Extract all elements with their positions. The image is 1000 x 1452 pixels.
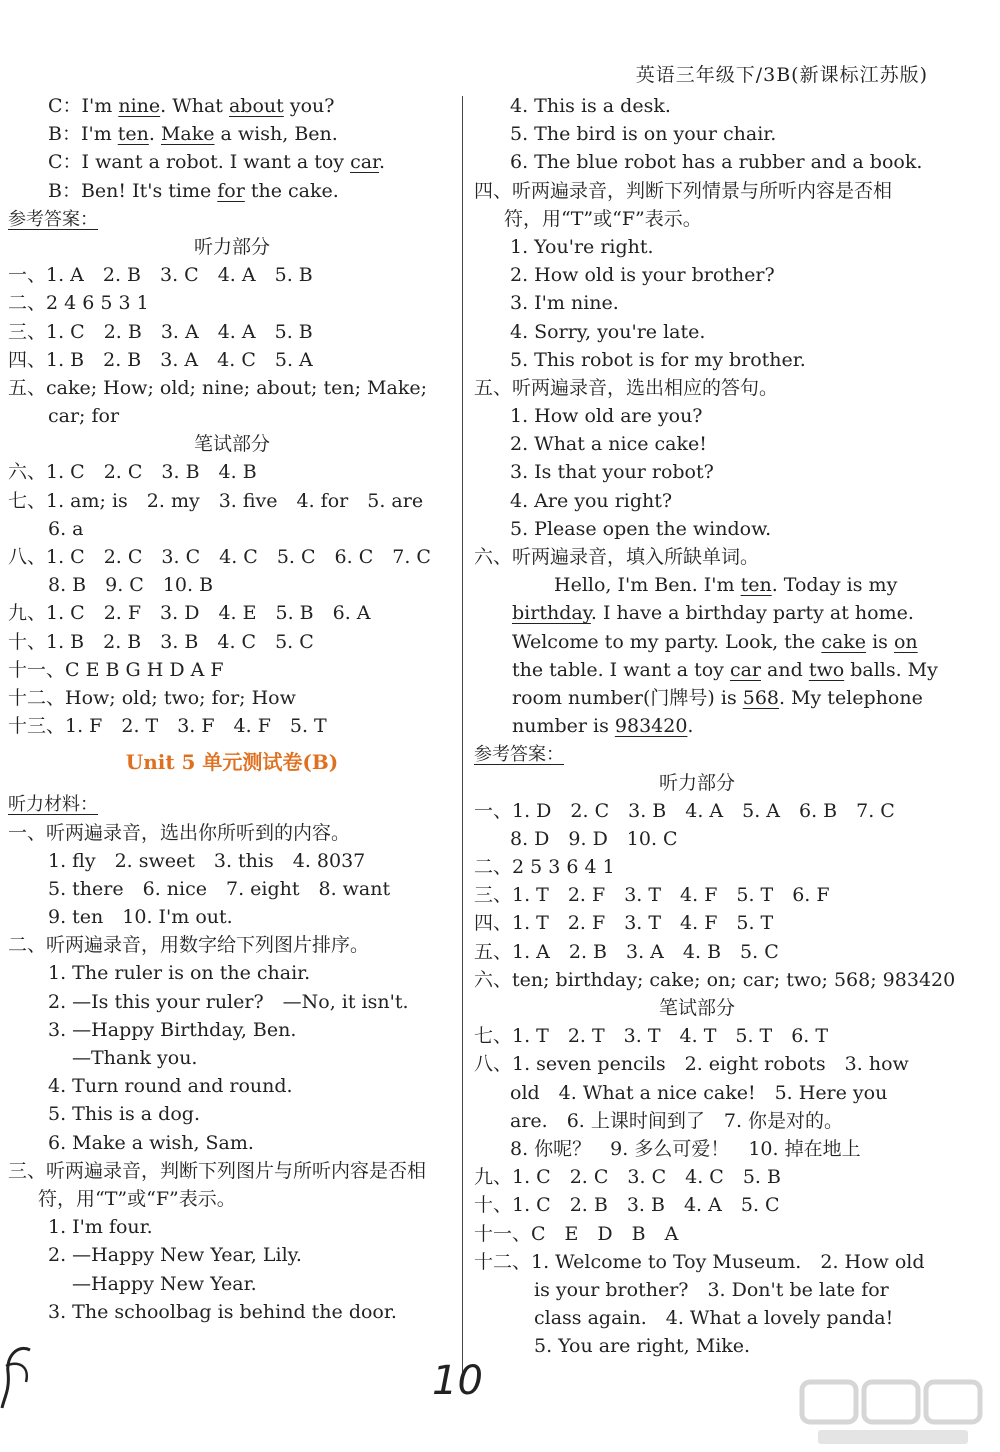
answer-line: 七、1. am; is 2. my 3. five 4. for 5. are: [8, 489, 424, 512]
dialog-line: C：I want a robot. I want a toy car.: [48, 151, 386, 174]
answer-line: 八、1. seven pencils 2. eight robots 3. how: [474, 1053, 909, 1076]
answer-line: 五、1. A 2. B 3. A 4. B 5. C: [474, 940, 779, 963]
answers-heading: 参考答案：: [8, 208, 98, 230]
dialog-line: B：I'm ten. Make a wish, Ben.: [48, 123, 338, 146]
answer-line: 四、1. T 2. F 3. T 4. F 5. T: [474, 912, 774, 935]
answer-line: 五、cake; How; old; nine; about; ten; Make;: [8, 376, 427, 399]
passage-line: birthday. I have a birthday party at home.: [512, 602, 914, 625]
answer-line: 十二、1. Welcome to Toy Museum. 2. How old: [474, 1250, 925, 1273]
question-line: 1. fly 2. sweet 3. this 4. 8037: [48, 849, 366, 872]
answer-line: 十二、How; old; two; for; How: [8, 686, 296, 709]
question-line: —Thank you.: [72, 1047, 198, 1069]
answer-line: 十、1. C 2. B 3. B 4. A 5. C: [474, 1194, 780, 1217]
answer-line: 6. a: [48, 517, 84, 540]
passage-line: number is 983420.: [512, 715, 694, 738]
answer-line: 8. 你呢？ 9. 多么可爱！ 10. 掉在地上: [510, 1137, 861, 1160]
answer-line: 十三、1. F 2. T 3. F 4. F 5. T: [8, 715, 327, 738]
dialog-line: C：I'm nine. What about you?: [48, 95, 335, 117]
answer-line: 一、1. A 2. B 3. C 4. A 5. B: [8, 264, 313, 287]
answer-line: 二、2 5 3 6 4 1: [474, 856, 615, 879]
question-line: 6. The blue robot has a rubber and a book.: [510, 151, 923, 174]
section-title: 六、听两遍录音，填入所缺单词。: [474, 546, 760, 568]
question-line: 3. I'm nine.: [510, 292, 619, 315]
column-divider: [462, 96, 463, 1376]
answer-line: are. 6. 上课时间到了 7. 你是对的。: [510, 1109, 844, 1132]
question-line: 4. This is a desk.: [510, 95, 671, 117]
section-title: 三、听两遍录音，判断下列图片与所听内容是否相: [8, 1159, 427, 1182]
question-line: 2. What a nice cake!: [510, 433, 707, 456]
answer-line: 九、1. C 2. F 3. D 4. E 5. B 6. A: [8, 602, 371, 625]
section-title: 四、听两遍录音，判断下列情景与所听内容是否相: [474, 179, 893, 202]
question-line: 3. The schoolbag is behind the door.: [48, 1300, 397, 1323]
question-line: 5. The bird is on your chair.: [510, 123, 777, 146]
question-line: 1. How old are you?: [510, 405, 703, 428]
answer-line: 十一、C E B G H D A F: [8, 658, 224, 681]
answer-line: 六、ten; birthday; cake; on; car; two; 568; 983420: [474, 968, 956, 991]
question-line: 3. —Happy Birthday, Ben.: [48, 1018, 297, 1041]
answer-line: 5. You are right, Mike.: [534, 1335, 751, 1358]
answer-line: car; for: [48, 405, 120, 428]
question-line: 6. Make a wish, Sam.: [48, 1131, 254, 1154]
question-line: 5. there 6. nice 7. eight 8. want: [48, 877, 391, 900]
question-line: 4. Sorry, you're late.: [510, 320, 706, 343]
question-line: 1. The ruler is on the chair.: [48, 962, 311, 985]
question-line: 9. ten 10. I'm out.: [48, 906, 233, 929]
listening-heading: 听力部分: [193, 235, 270, 258]
answer-line: 四、1. B 2. B 3. A 4. C 5. A: [8, 348, 313, 371]
question-line: —Happy New Year.: [72, 1272, 257, 1295]
answer-line: 七、1. T 2. T 3. T 4. T 5. T 6. T: [474, 1025, 829, 1048]
unit-title: Unit 5 单元测试卷(B): [125, 750, 339, 775]
page-number: 10: [432, 1358, 483, 1404]
listening-heading: 听力部分: [658, 771, 735, 794]
answer-line: 三、1. C 2. B 3. A 4. A 5. B: [8, 320, 313, 343]
answer-line: 8. D 9. D 10. C: [510, 827, 678, 850]
question-line: 2. —Happy New Year, Lily.: [48, 1244, 302, 1267]
section-title: 符，用“T”或“F”表示。: [38, 1187, 236, 1210]
answer-line: 一、1. D 2. C 3. B 4. A 5. A 6. B 7. C: [474, 799, 895, 822]
section-title: 一、听两遍录音，选出你所听到的内容。: [8, 821, 351, 844]
passage-line: Welcome to my party. Look, the cake is on: [512, 630, 918, 653]
answer-line: 十、1. B 2. B 3. B 4. C 5. C: [8, 630, 314, 653]
writing-heading: 笔试部分: [193, 433, 270, 456]
question-line: 4. Turn round and round.: [48, 1075, 293, 1098]
answer-line: 十一、C E D B A: [474, 1222, 679, 1245]
answer-line: old 4. What a nice cake! 5. Here you: [510, 1081, 888, 1104]
passage-line: the table. I want a toy car and two balls. My: [512, 658, 938, 681]
left-column: [8, 92, 456, 1326]
answers-heading: 参考答案：: [474, 744, 564, 766]
answer-line: class again. 4. What a lovely panda!: [534, 1307, 894, 1330]
dialog-line: B：Ben! It's time for the cake.: [48, 179, 339, 202]
question-line: 2. —Is this your ruler? —No, it isn't.: [48, 990, 409, 1013]
question-line: 5. This is a dog.: [48, 1103, 200, 1126]
passage-line: Hello, I'm Ben. I'm ten. Today is my: [554, 574, 898, 597]
answer-line: 六、1. C 2. C 3. B 4. B: [8, 461, 257, 484]
passage-line: room number(门牌号) is 568. My telephone: [512, 686, 923, 709]
answer-line: 二、2 4 6 5 3 1: [8, 292, 149, 315]
section-title: 符，用“T”或“F”表示。: [504, 207, 702, 230]
apple-mark-icon: [0, 1342, 34, 1412]
question-line: 2. How old is your brother?: [510, 264, 775, 287]
answer-line: 八、1. C 2. C 3. C 4. C 5. C 6. C 7. C: [8, 546, 431, 568]
material-heading: 听力材料：: [8, 794, 98, 816]
answer-line: 九、1. C 2. C 3. C 4. C 5. B: [474, 1166, 781, 1189]
question-line: 5. Please open the window.: [510, 517, 772, 540]
question-line: 4. Are you right?: [510, 489, 673, 512]
page-header: 英语三年级下/3B(新课标江苏版): [635, 64, 928, 86]
watermark-logo: [798, 1378, 988, 1448]
section-title: 五、听两遍录音，选出相应的答句。: [474, 376, 779, 399]
section-title: 二、听两遍录音，用数字给下列图片排序。: [8, 934, 370, 957]
question-line: 3. Is that your robot?: [510, 461, 714, 484]
writing-heading: 笔试部分: [658, 997, 735, 1019]
question-line: 1. You're right.: [510, 235, 654, 258]
right-column: [474, 92, 956, 1360]
question-line: 1. I'm four.: [48, 1216, 153, 1239]
answer-line: is your brother? 3. Don't be late for: [534, 1278, 889, 1301]
question-line: 5. This robot is for my brother.: [510, 348, 806, 371]
answer-line: 三、1. T 2. F 3. T 4. F 5. T 6. F: [474, 884, 830, 907]
answer-line: 8. B 9. C 10. B: [48, 574, 214, 597]
